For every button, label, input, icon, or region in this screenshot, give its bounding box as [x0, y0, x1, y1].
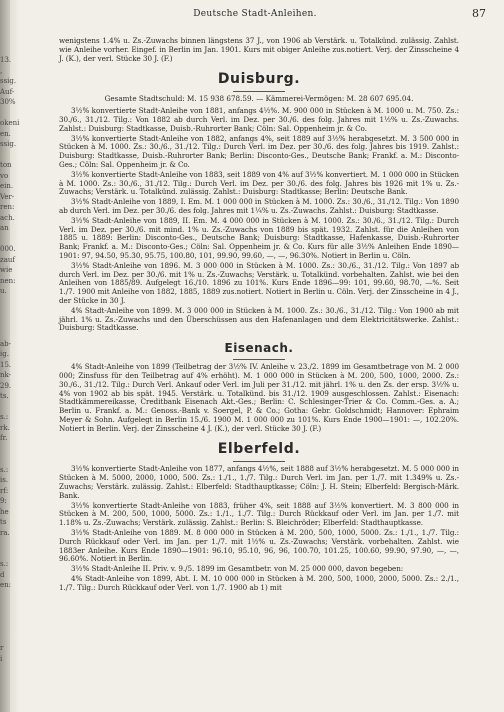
city-heading: Eisenach.: [224, 341, 294, 356]
margin-fragment: zauf: [0, 255, 15, 264]
page-header: [48, 7, 486, 25]
margin-fragment: [0, 591, 42, 602]
margin-fragment: [0, 234, 42, 245]
margin-fragment: 000.: [0, 245, 16, 253]
margin-fragment: [0, 622, 42, 633]
margin-fragment: [0, 318, 42, 329]
loan-entry: 3½% Stadt-Anleihe von 1889. M. 8 000 000 in Stücken à M. 200, 500, 1000, 5000. Zs.: 1./1., 1./7. Tilg.: Durch Rückkauf oder Verl. im Jan. per 1./7. mit 1½% u. Zs.-Zuwachs; Verstärk. vorbehalten. Zahlst. wie 1883er Anleihe. Kurs Ende 1890—1901: 96.10, 95.10, 96, 96, 100.70, 101.25, 100.60, 99.90, 97.90, —, —, 96.60%. Notiert in Berlin.: [59, 528, 459, 564]
margin-fragment: [0, 454, 42, 465]
running-title: Deutsche Stadt-Anleihen.: [193, 9, 317, 19]
margin-fragment: ssig.: [0, 140, 17, 148]
margin-fragment: [0, 108, 42, 119]
margin-fragment: ach.: [0, 213, 15, 222]
margin-fragment: ra.: [0, 528, 10, 537]
margin-fragment: [0, 549, 42, 560]
margin-fragment: [0, 601, 42, 612]
loan-entry: 3½% Stadt-Anleihe von 1889, I. Em. M. 1 000 000 in Stücken à M. 1000. Zs.: 30./6., 31./12. Tilg.: Von 1890 ab durch Verl. im Dez. per 30./6. des folg. Jahres mit 1¼% u. Zs.-Zuwachs. Zahlst.: Duisburg: Stadtkasse.: [59, 197, 459, 215]
loan-entry: 4% Stadt-Anleihe von 1899, Abt. I. M. 10 000 000 in Stücken à M. 200, 500, 1000, 2000, 5000. Zs.: 2./1., 1./7. Tilg.: Durch Rückkauf oder Verl. von 1./7. 1900 ab 1) mit: [59, 574, 459, 592]
margin-fragment: [0, 444, 42, 455]
city-debt-summary: Gesamte Stadtschuld: M. 15 938 678.59. — Kämmerei-Vermögen: M. 28 607 695.04.: [104, 94, 414, 104]
margin-fragment: 13.: [0, 56, 12, 64]
margin-fragment: d: [0, 570, 5, 579]
margin-fragment: ,: [0, 66, 3, 75]
margin-fragment: ab-: [0, 339, 12, 348]
city-heading: Duisburg.: [217, 71, 301, 88]
margin-fragment: [0, 328, 42, 339]
margin-fragment: ssig.: [0, 77, 17, 85]
margin-fragment: ts.: [0, 392, 9, 400]
margin-fragment: rf:: [0, 486, 9, 495]
margin-fragment: vo: [0, 171, 9, 180]
loan-entry: 3½% Stadt-Anleihe von 1889, II. Em. M. 4 000 000 in Stücken à M. 1000. Zs.: 30./6., 31./12. Tilg.: Durch Verl. im Dez. per 30./6. mit mind. 1% u. Zs.-Zuwachs von 1889 bis spät. 1932. Zahlst. für die Anleihen von 1885 u. 1889: Berlin: Disconto-Ges., Deutsche Bank; Duisburg: Stadtkasse, Hafenkasse, Duisb.-Ruhrorter Bank; Frankf. a. M.: Disconto-Ges.; Cöln: Sal. Oppenheim jr. & Co. Kurs für alle 3½% Anleihen Ende 1890—1901: 97, 94.50, 95.30, 95.75, 100.80, 101, 99.90, 99.60, —, —, 96.30%. Notiert in Berlin u. Cöln.: [59, 215, 459, 260]
margin-fragment: Ver-: [0, 192, 15, 201]
margin-fragment: rk.: [0, 423, 10, 432]
heading-rule: [233, 91, 285, 92]
loan-entry: 3½% konvertierte Stadt-Anleihe von 1883, seit 1889 von 4% auf 3½% konvertiert. M. 1 000 000 in Stücken à M. 1000. Zs.: 30./6., 31./12. Tilg.: Durch Verl. im Dez. per 30./6. des folg. Jahres bis 1926 mit 1% u. Zs.-Zuwachs; Verstärk. u. Totalkünd. zulässig. Zahlst.: Duisburg: Stadtkasse; Berlin: Deutsche Bank.: [59, 169, 459, 197]
loan-entry: 3½% konvertierte Stadt-Anleihe von 1883, früher 4%, seit 1888 auf 3½% konvertiert. M. 3 800 000 in Stücken à M. 200, 500, 1000, 5000. Zs.: 1./1., 1./7. Tilg.: Durch Rückkauf oder Verl. im Jan. per 1./7. mit 1.18% u. Zs.-Zuwachs; Verstärk. zulässig. Zahlst.: Berlin: S. Bleichröder; Elberfeld: Stadthauptkasse.: [59, 500, 459, 528]
margin-fragment: he: [0, 507, 9, 516]
margin-fragment: okeni: [0, 119, 20, 127]
margin-fragment: Auf-: [0, 87, 15, 96]
margin-fragment: [0, 297, 42, 308]
margin-fragment: 30%: [0, 98, 16, 106]
margin-fragment: fr.: [0, 434, 8, 442]
heading-rule: [233, 461, 285, 462]
page-body: [59, 37, 459, 709]
margin-fragment: [0, 633, 42, 644]
margin-fragment: 9:: [0, 497, 7, 505]
margin-fragment: [0, 538, 42, 549]
margin-fragment: s.:: [0, 465, 9, 474]
margin-fragment: ren:: [0, 203, 15, 211]
loan-entry: wenigstens 1.4% u. Zs.-Zuwachs binnen längstens 37 J., von 1906 ab Verstärk. u. Totalkünd. zulässig. Zahlst. wie Anleihe vorher. Eingef. in Berlin im Jan. 1901. Kurs mit obiger Anleihe zus.notiert. Verj. der Zinsscheine 4 J. (K.), der verl. Stücke 30 J. (F.): [59, 36, 459, 63]
loan-entry: 3½% konvertierte Stadt-Anleihe von 1881, anfangs 4½%. M. 900 000 in Stücken à M. 1000 u. M. 750. Zs.: 30./6., 31./12. Tilg.: Von 1882 ab durch Verl. im Dez. per 30./6. des folg. Jahres mit 1½% u. Zs.-Zuwachs. Zahlst.: Duisburg: Stadtkasse, Duisb.-Ruhrorter Bank; Cöln: Sal. Oppenheim jr. & Co.: [59, 106, 459, 133]
margin-fragment: 15.: [0, 360, 12, 369]
margin-fragment: 29.: [0, 381, 12, 390]
loan-entry: 4% Stadt-Anleihe von 1899 (Teilbetrag der 3½% IV. Anleihe v. 23./2. 1899 im Gesamtbetrage von M. 2 000 000; Zinsfuss für den Teilbetrag auf 4% erhöht). M. 1 000 000 in Stücken à M. 200, 500, 1000, 2000. Zs.: 30./6., 31./12. Tilg.: Durch Verl. Ankauf oder Verl. im Juli per 31./12. mit jährl. 1% u. den Zs. der ersp. 3½% u. 4% von 1902 ab bis spät. 1945. Verstärk. u. Totalkünd. bis 31./12. 1909 ausgeschlossen. Zahlst.: Eisenach: Stadtkämmereikasse, Creditbank Eisenach Akt.-Ges.; Berlin: C. Schlesinger-Trier & Co. Comm.-Ges. a. A.; Berlin u. Frankf. a. M.: Genoss.-Bank v. Soergel, P. & Co.; Gotha: Gebr. Goldschmidt; Hannover: Ephraim Meyer & Sohn. Aufgelegt in Berlin 15./6. 1900 M. 1 000 000 zu 101%. Kurs Ende 1900—1901: —, 102.20%. Notiert in Berlin. Verj. der Zinsscheine 4 J. (K.), der verl. Stücke 30 J. (F.): [59, 362, 459, 433]
loan-entry: 3½% Stadt-Anleihe von 1896. M. 3 000 000 in Stücken à M. 1000. Zs.: 30./6., 31./12. Tilg.: Von 1897 ab durch Verl. im Dez. per 30./6. mit 1% u. Zs.-Zuwachs; Verstärk. u. Totalkünd. vorbehalten. Zahlst. wie bei den Anleihen von 1885/89. Aufgelegt 16./10. 1896 zu 101%. Kurs Ende 1896—99: 101, 99.60, 98.70, —%. Seit 1./7. 1900 mit Anleihe von 1882, 1885, 1889 zus.notiert. Notiert in Berlin u. Cöln. Verj. der Zinsscheine in 4 J., der Stücke in 30 J.: [59, 260, 459, 305]
margin-fragment: nk-: [0, 371, 11, 379]
margin-fragment: an: [0, 224, 9, 232]
margin-fragment: en.: [0, 129, 11, 138]
margin-fragment: wie: [0, 266, 13, 274]
heading-rule: [233, 359, 285, 360]
margin-fragment: [0, 612, 42, 623]
margin-fragment: ts: [0, 518, 7, 526]
loan-entry: 4% Stadt-Anleihe von 1899. M. 3 000 000 in Stücken à M. 1000. Zs.: 30./6., 31./12. Tilg.: Von 1900 ab mit jährl. 1% u. Zs.-Zuwachs und den Überschüssen aus den Hafenanlagen und dem Elektricitätswerke. Zahlst.: Duisburg: Stadtkasse.: [59, 305, 459, 333]
margin-fragment: nen:: [0, 276, 16, 285]
loan-entry: 3½% Stadt-Anleihe II. Priv. v. 9./5. 1899 im Gesamtbetr. von M. 25 000 000, davon begeben:: [71, 564, 404, 574]
margin-fragment: r: [0, 644, 4, 652]
margin-fragment: [0, 402, 42, 413]
margin-fragment: ig.: [0, 350, 9, 358]
margin-fragment: s.:: [0, 560, 9, 568]
loan-entry: 3½% konvertierte Stadt-Anleihe von 1877, anfangs 4½%, seit 1888 auf 3½% herabgesetzt. M. 5 000 000 in Stücken à M. 5000, 2000, 1000, 500. Zs.: 1./1., 1./7. Tilg.: Durch Verl. im Jan. per 1./7. mit 1.349% u. Zs.-Zuwachs; Verstärk. zulässig. Zahlst.: Elberfeld: Stadthauptkasse; Cöln: J. H. Stein; Elberfeld: Bergisch-Märk. Bank.: [59, 464, 459, 500]
margin-fragment: u.: [0, 287, 7, 295]
margin-fragment: en:: [0, 581, 12, 589]
city-heading: Elberfeld.: [217, 441, 301, 458]
facing-page-fragments: [0, 55, 42, 663]
margin-fragment: [0, 150, 42, 161]
margin-fragment: ton: [0, 161, 12, 169]
margin-fragment: s.:: [0, 413, 9, 421]
margin-fragment: i: [0, 654, 3, 663]
margin-fragment: is.: [0, 476, 9, 484]
loan-entry: 3½% konvertierte Stadt-Anleihe von 1882, anfangs 4%, seit 1889 auf 3½% herabgesetzt. M. 3 500 000 in Stücken à M. 1000. Zs.: 30./6., 31./12. Tilg.: Durch Verl. im Dez. per 30./6. des folg. Jahres bis 1919. Zahlst.: Duisburg: Stadtkasse, Duisb.-Ruhrorter Bank; Berlin: Disconto-Ges., Deutsche Bank; Frankf. a. M.: Disconto-Ges.; Cöln: Sal. Oppenheim jr. & Co.: [59, 133, 459, 169]
page-number: 87: [472, 7, 486, 20]
margin-fragment: [0, 307, 42, 318]
margin-fragment: ein.: [0, 182, 14, 190]
